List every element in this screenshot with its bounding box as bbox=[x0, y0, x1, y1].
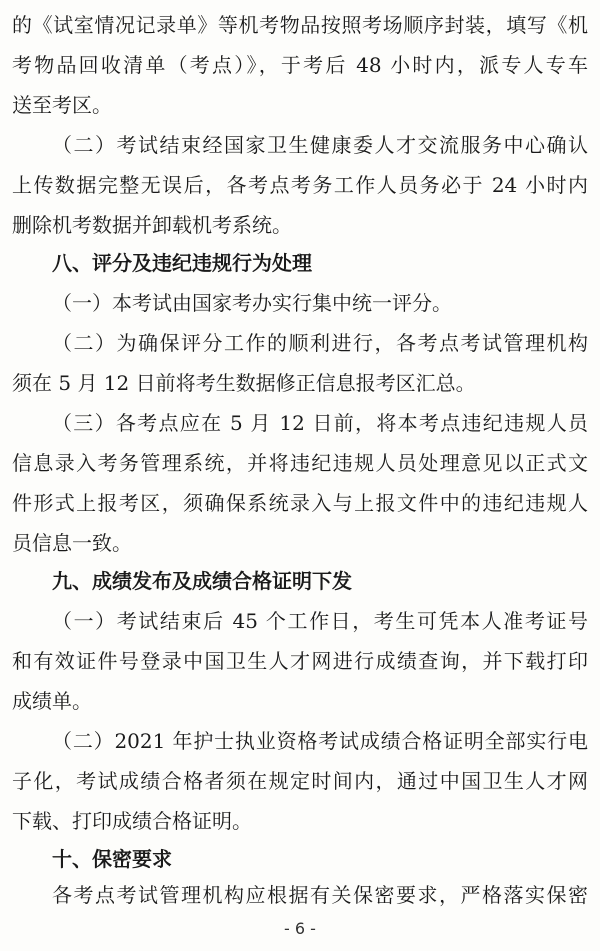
section-heading-9: 九、成绩发布及成绩合格证明下发 bbox=[52, 569, 352, 593]
text-line: 和有效证件号登录中国卫生人才网进行成绩查询，并下载打印 bbox=[12, 649, 588, 673]
paragraph-first-line: （二）为确保评分工作的顺利进行，各考点考试管理机构 bbox=[52, 331, 588, 355]
paragraph-first-line: （二）考试结束经国家卫生健康委人才交流服务中心确认 bbox=[52, 133, 588, 157]
paragraph-first-line: （一）考试结束后 45 个工作日，考生可凭本人准考证号 bbox=[52, 609, 588, 633]
text-line: 信息录入考务管理系统，并将违纪违规人员处理意见以正式文 bbox=[12, 451, 588, 475]
text-line: 成绩单。 bbox=[12, 689, 92, 713]
text-line: 考物品回收清单（考点）》，于考后 48 小时内，派专人专车 bbox=[12, 53, 588, 77]
text-line: 删除机考数据并卸载机考系统。 bbox=[12, 213, 292, 237]
text-line: 须在 5 月 12 日前将考生数据修正信息报考区汇总。 bbox=[12, 371, 476, 395]
text-line: 的《试室情况记录单》等机考物品按照考场顺序封装，填写《机 bbox=[12, 13, 588, 37]
text-line: 员信息一致。 bbox=[12, 531, 132, 555]
text-line: 送至考区。 bbox=[12, 93, 112, 117]
section-heading-10: 十、保密要求 bbox=[52, 847, 172, 871]
text-line: 下载、打印成绩合格证明。 bbox=[12, 809, 252, 833]
paragraph-first-line: （一）本考试由国家考办实行集中统一评分。 bbox=[52, 291, 452, 315]
paragraph-first-line: （三）各考点应在 5 月 12 日前，将本考点违纪违规人员 bbox=[52, 411, 588, 435]
text-line: 件形式上报考区，须确保系统录入与上报文件中的违纪违规人 bbox=[12, 491, 588, 515]
page-number: - 6 - bbox=[284, 919, 316, 938]
section-heading-8: 八、评分及违纪违规行为处理 bbox=[52, 251, 312, 275]
text-line: 上传数据完整无误后，各考点考务工作人员务必于 24 小时内 bbox=[12, 173, 588, 197]
text-line: 子化，考试成绩合格者须在规定时间内，通过中国卫生人才网 bbox=[12, 769, 588, 793]
paragraph-first-line: 各考点考试管理机构应根据有关保密要求，严格落实保密 bbox=[52, 883, 588, 907]
paragraph-first-line: （二）2021 年护士执业资格考试成绩合格证明全部实行电 bbox=[52, 729, 588, 753]
